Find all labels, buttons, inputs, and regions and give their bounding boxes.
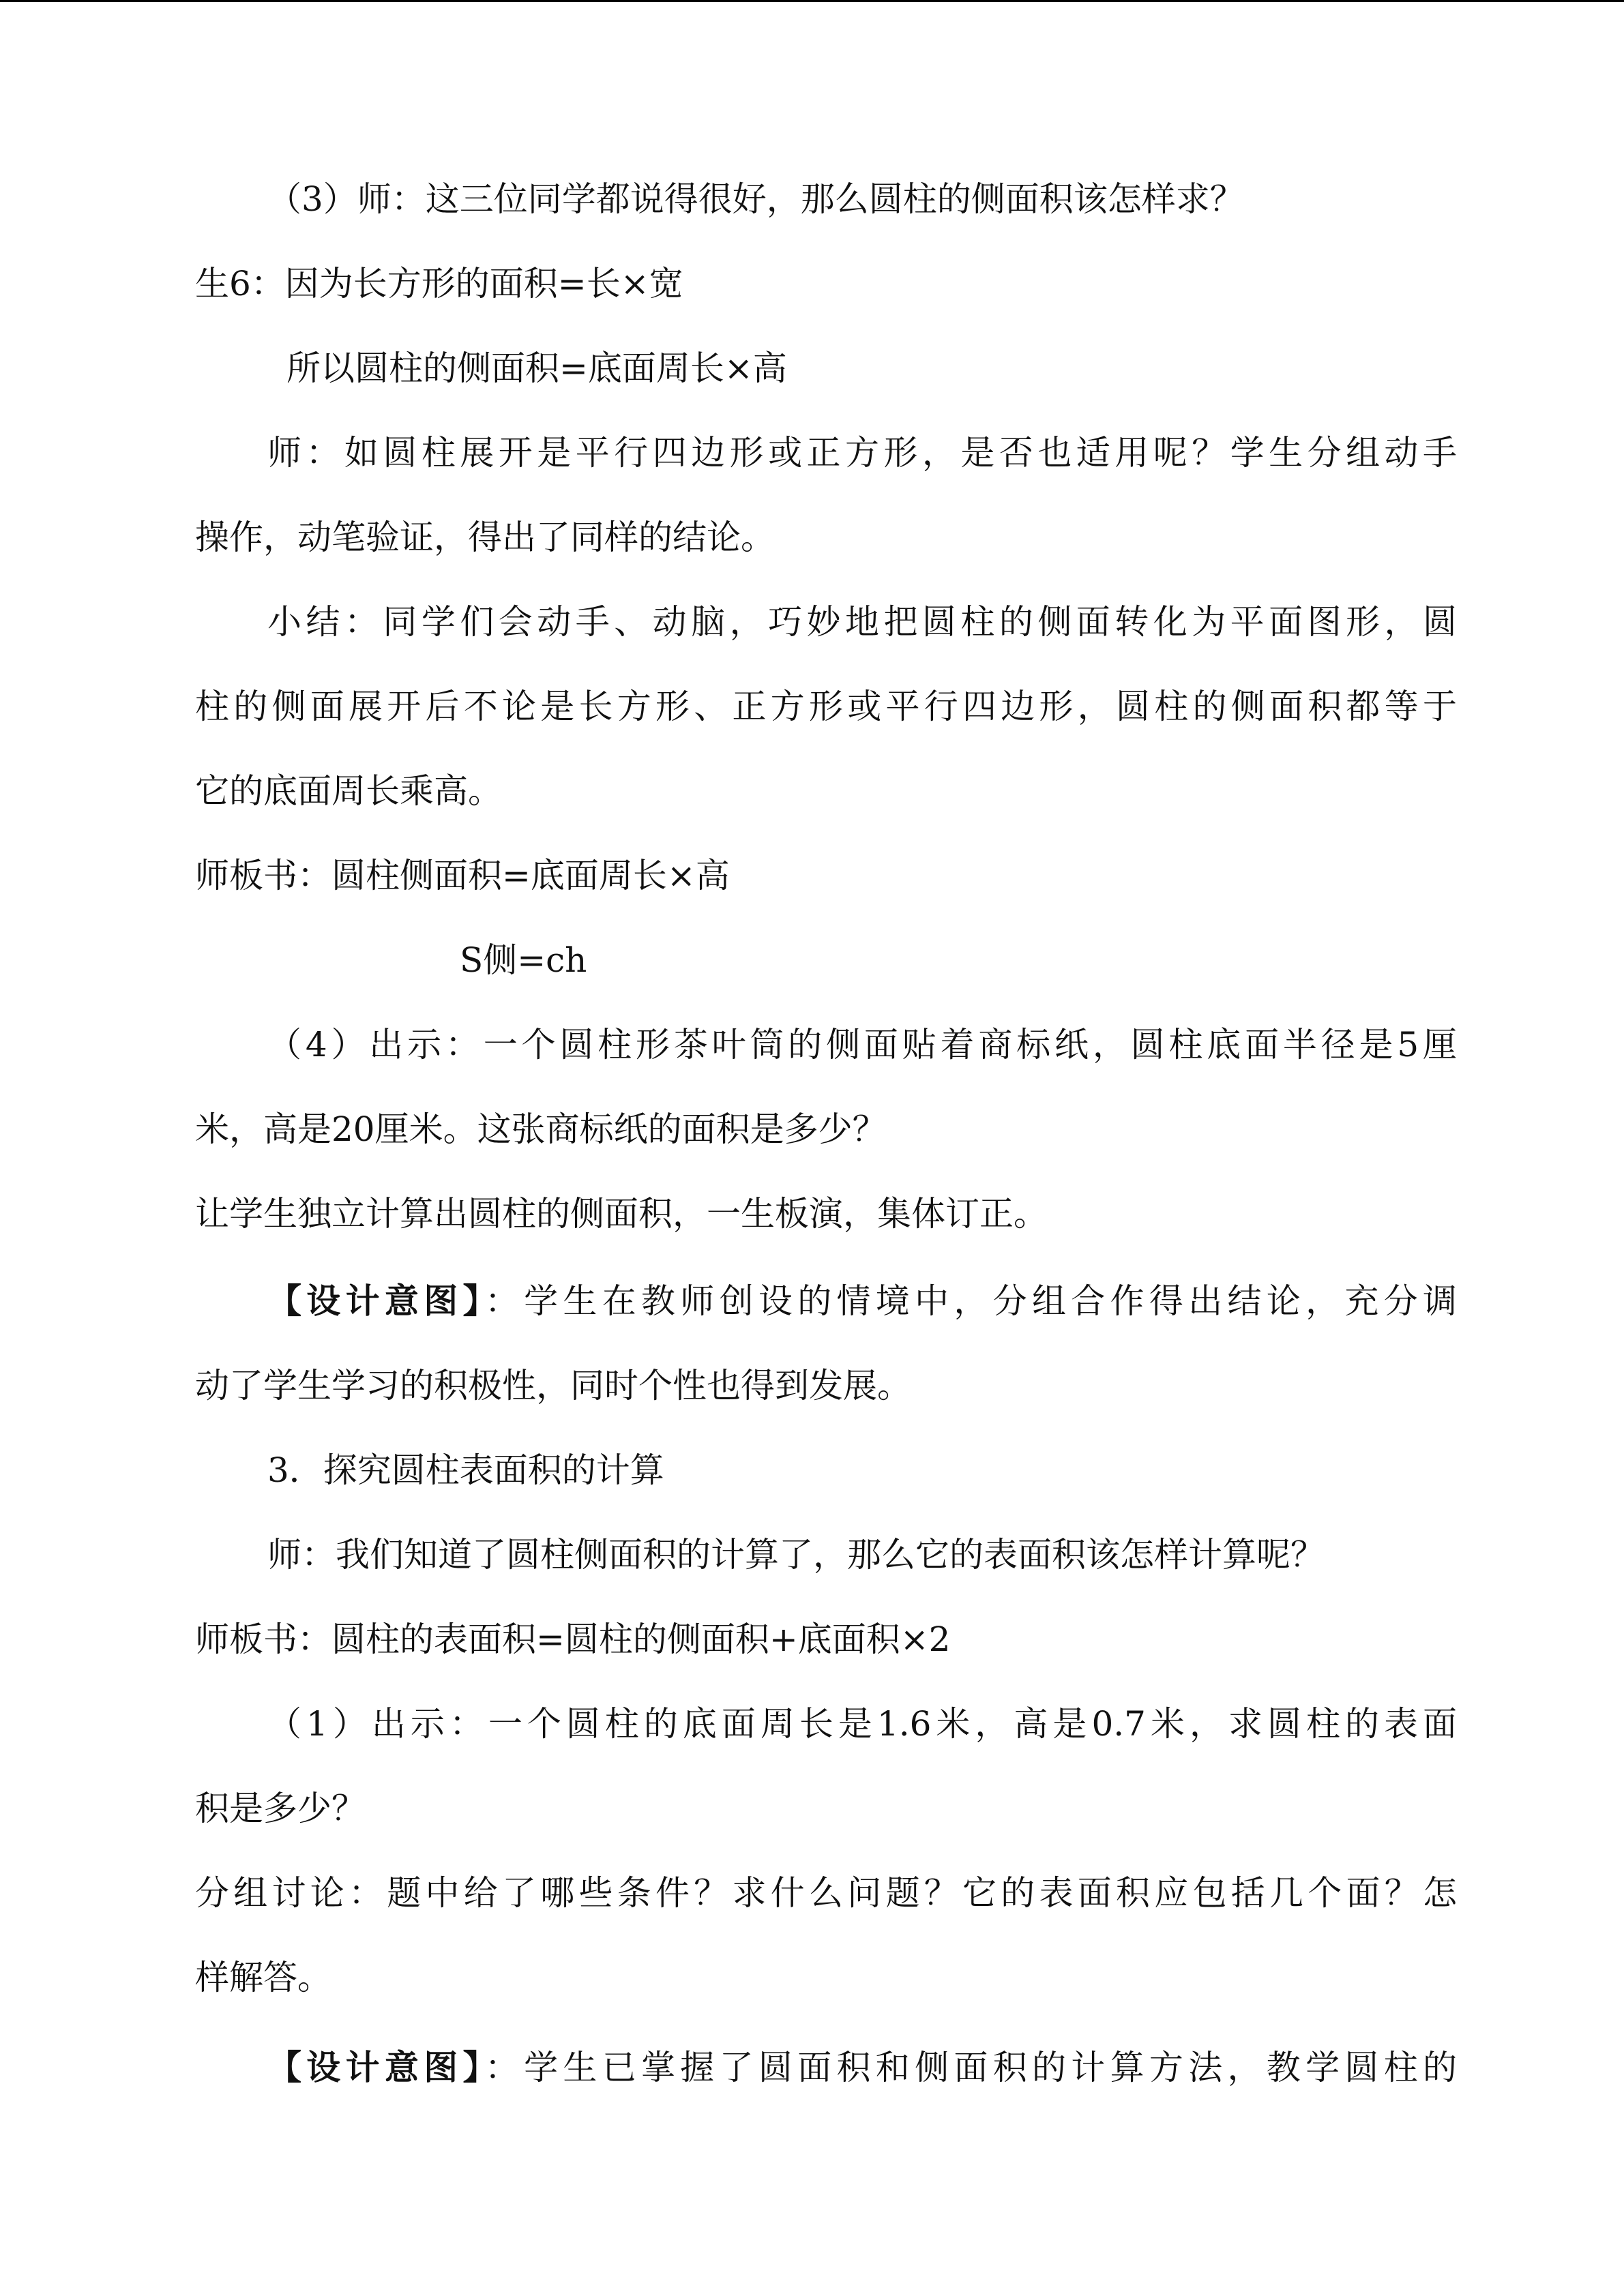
text-line: 操作，动笔验证，得出了同样的结论。 bbox=[195, 518, 775, 557]
text-line: 积是多少？ bbox=[195, 1789, 366, 1828]
text-line: 分组讨论：题中给了哪些条件？求什么问题？它的表面积应包括几个面？怎 bbox=[195, 1873, 1457, 1913]
section-heading: 3．探究圆柱表面积的计算 bbox=[267, 1450, 664, 1490]
text-line: 它的底面周长乘高。 bbox=[195, 771, 502, 811]
text-line: 小结：同学们会动手、动脑，巧妙地把圆柱的侧面转化为平面图形，圆 bbox=[267, 602, 1457, 642]
text-line: （1）出示：一个圆柱的底面周长是1.6米，高是0.7米，求圆柱的表面 bbox=[267, 1704, 1457, 1744]
text-line: 师板书：圆柱的表面积=圆柱的侧面积+底面积×2 bbox=[195, 1620, 951, 1659]
design-intent-label: 【设计意图】 bbox=[267, 1281, 485, 1321]
design-intent-text: ：学生已掌握了圆面积和侧面积的计算方法，教学圆柱的 bbox=[484, 2048, 1457, 2087]
design-intent-text: ：学生在教师创设的情境中，分组合作得出结论，充分调 bbox=[484, 1281, 1457, 1321]
text-line: 样解答。 bbox=[195, 1958, 331, 1997]
text-line: 柱的侧面展开后不论是长方形、正方形或平行四边形，圆柱的侧面积都等于 bbox=[195, 687, 1457, 726]
text-line: 师板书：圆柱侧面积=底面周长×高 bbox=[195, 856, 730, 895]
design-intent-label: 【设计意图】 bbox=[267, 2047, 485, 2087]
text-line: 师：我们知道了圆柱侧面积的计算了，那么它的表面积该怎样计算呢？ bbox=[267, 1535, 1325, 1575]
text-line: 米，高是20厘米。这张商标纸的面积是多少？ bbox=[195, 1109, 887, 1149]
design-intent-paragraph bbox=[267, 1270, 1457, 1332]
text-line: 所以圆柱的侧面积=底面周长×高 bbox=[286, 348, 787, 388]
formula-line: S侧=ch bbox=[460, 940, 587, 980]
design-intent-paragraph bbox=[267, 2037, 1457, 2098]
text-line: （3）师：这三位同学都说得很好，那么圆柱的侧面积该怎样求？ bbox=[267, 179, 1244, 219]
text-line: 生6：因为长方形的面积=长×宽 bbox=[195, 264, 683, 303]
text-line: 让学生独立计算出圆柱的侧面积，一生板演，集体订正。 bbox=[195, 1194, 1048, 1234]
text-line: 师：如圆柱展开是平行四边形或正方形，是否也适用呢？学生分组动手 bbox=[267, 433, 1457, 473]
text-line: （4）出示：一个圆柱形茶叶筒的侧面贴着商标纸，圆柱底面半径是5厘 bbox=[267, 1025, 1457, 1064]
text-line: 动了学生学习的积极性，同时个性也得到发展。 bbox=[195, 1366, 911, 1405]
